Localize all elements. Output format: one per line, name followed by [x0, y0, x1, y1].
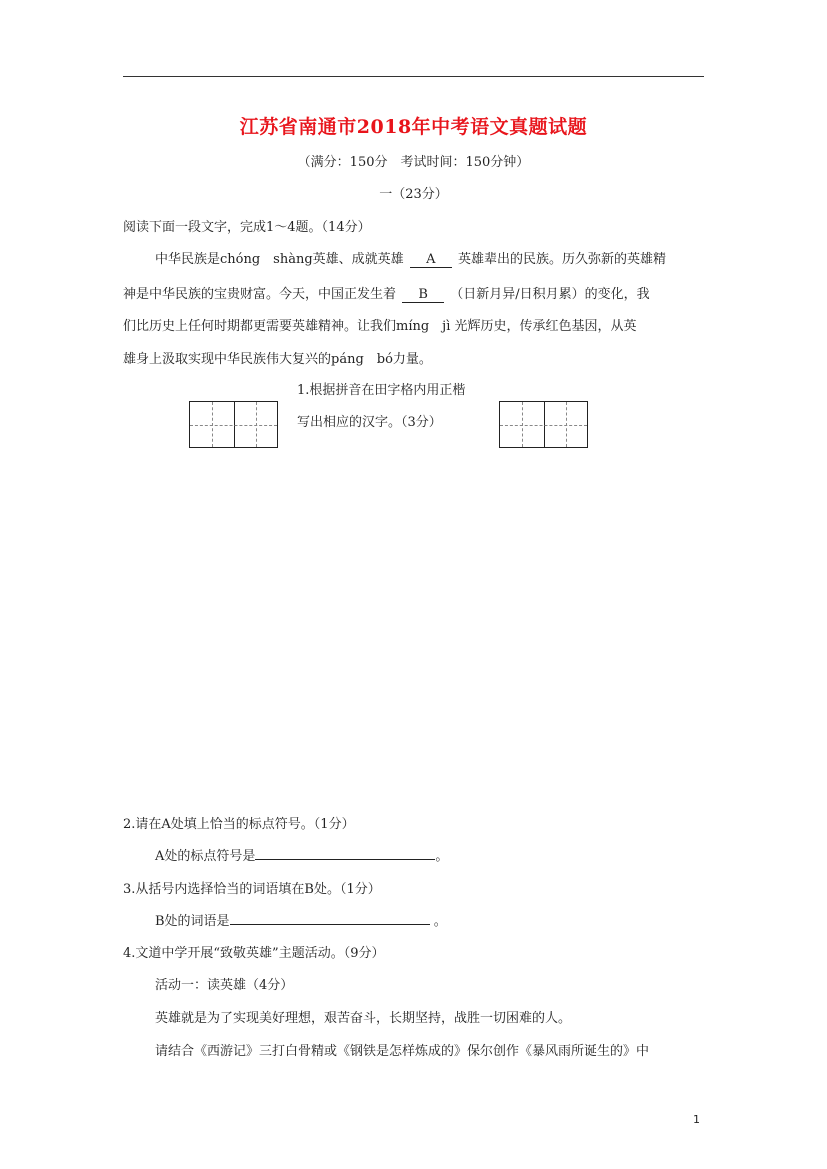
reading-intro: 阅读下面一段文字，完成1～4题。（14分）: [123, 220, 371, 235]
q4-instruction: 请结合《西游记》三打白骨精或《钢铁是怎样炼成的》保尔创作《暴风雨所诞生的》中: [155, 1044, 650, 1059]
q3-answer-blank[interactable]: [230, 912, 430, 925]
blank-b: B: [402, 288, 444, 303]
q4-activity-heading: 活动一：读英雄（4分）: [155, 978, 294, 993]
page-subtitle: （满分：150分 考试时间：150分钟）: [297, 155, 530, 170]
page-number: 1: [693, 1113, 700, 1126]
q2-answer-label: A处的标点符号是: [155, 849, 256, 864]
passage-line-1-start: 中华民族是chóng shàng英雄、成就英雄: [155, 252, 404, 267]
q2-answer-line: [155, 845, 448, 864]
q2-prompt: 2.请在A处填上恰当的标点符号。（1分）: [123, 817, 355, 832]
tianzige-grid-right[interactable]: [499, 401, 588, 448]
q3-answer-label: B处的词语是: [155, 914, 230, 929]
q1-text-line-1: 1.根据拼音在田字格内用正楷: [297, 383, 466, 398]
blank-a: A: [410, 253, 452, 268]
passage-line-2: [123, 283, 650, 303]
q1-text-line-2: 写出相应的汉字。（3分）: [297, 415, 442, 430]
tianzige-grid-left[interactable]: [189, 401, 278, 448]
q3-answer-end: 。: [433, 914, 447, 929]
passage-line-1: [155, 248, 666, 268]
passage-line-4: 雄身上汲取实现中华民族伟大复兴的páng bó力量。: [123, 352, 432, 367]
q2-answer-blank[interactable]: [255, 847, 435, 860]
q2-answer-end: 。: [435, 849, 449, 864]
q3-answer-line: [155, 910, 447, 929]
passage-line-2-start: 神是中华民族的宝贵财富。今天，中国正发生着: [123, 287, 397, 302]
passage-line-3: 们比历史上任何时期都更需要英雄精神。让我们míng jì 光辉历史，传承红色基因，从英: [123, 319, 637, 334]
section-heading: 一（23分）: [379, 187, 448, 202]
q3-prompt: 3.从括号内选择恰当的词语填在B处。（1分）: [123, 882, 381, 897]
q4-definition: 英雄就是为了实现美好理想，艰苦奋斗，长期坚持，战胜一切困难的人。: [155, 1011, 572, 1026]
passage-line-1-end: 英雄辈出的民族。历久弥新的英雄精: [457, 252, 666, 267]
header-rule: [123, 76, 704, 77]
page-title: 江苏省南通市2018年中考语文真题试题: [239, 116, 588, 138]
q4-prompt: 4.文道中学开展“致敬英雄”主题活动。（9分）: [123, 946, 385, 961]
passage-line-2-end: （日新月异/日积月累）的变化，我: [450, 287, 650, 302]
